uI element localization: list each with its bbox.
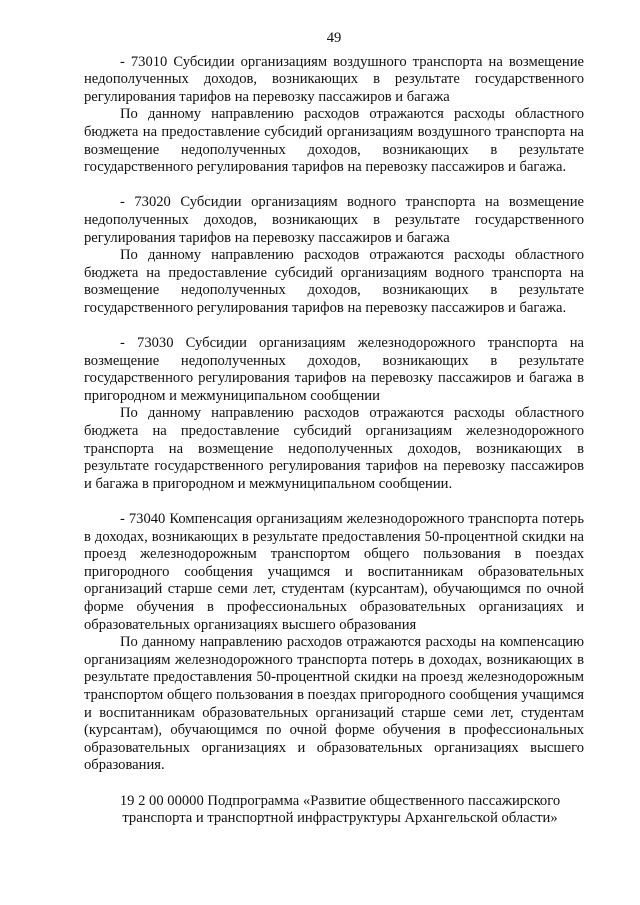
section-body: По данному направлению расходов отражаются расходы на компенсацию организациям железнодорожного транспорта потерь в доходах, возникающих в результате предоставления 50-процентной скидки на проезд железнодорожным транспортом общего пользования в поездах пригородного сообщения учащимся и воспитанникам образовательных организаций старше семи лет, студентам (курсантам), обучающимся по очной форме обучения в профессиональных образовательных организациях и образовательных организациях высшего образования. (84, 634, 584, 774)
section-body: По данному направлению расходов отражаются расходы областного бюджета на предоставление субсидий организациям железнодорожного транспорта на возмещение недополученных доходов, возникающих в результате государственного регулирования тарифов на перевозку пассажиров и багажа в пригородном и межмуниципальном сообщении. (84, 405, 584, 492)
paragraph-gap (84, 775, 584, 793)
section-73040 (84, 511, 584, 775)
section-73010 (84, 54, 584, 177)
section-body: По данному направлению расходов отражаются расходы областного бюджета на предоставление субсидий организациям воздушного транспорта на возмещение недополученных доходов, возникающих в результате государственного регулирования тарифов на перевозку пассажиров и багажа. (84, 106, 584, 176)
section-heading: - 73020 Субсидии организациям водного транспорта на возмещение недополученных доходов, возникающих в результате государственного регулирования тарифов на перевозку пассажиров и багажа (84, 194, 584, 246)
section-heading: - 73010 Субсидии организациям воздушного транспорта на возмещение недополученных доходов, возникающих в результате государственного регулирования тарифов на перевозку пассажиров и багажа (84, 53, 584, 105)
document-page (84, 30, 584, 828)
section-heading: - 73040 Компенсация организациям железнодорожного транспорта потерь в доходах, возникающих в результате предоставления 50-процентной скидки на проезд железнодорожным транспортом общего пользования в поездах пригородного сообщения учащимся и воспитанникам образовательных организаций старше семи лет, студентам (курсантам), обучающимся по очной форме обучения в профессиональных образовательных организациях и образовательных организациях высшего образования (84, 511, 584, 633)
section-heading: - 73030 Субсидии организациям железнодорожного транспорта на возмещение недополученных доходов, возникающих в результате государственного регулирования тарифов на перевозку пассажиров и багажа в пригородном и межмуниципальном сообщении (84, 335, 584, 404)
subprogram-line: 19 2 00 00000 Подпрограмма «Развитие общественного пассажирского (119, 792, 561, 809)
section-73020 (84, 194, 584, 317)
section-body: По данному направлению расходов отражаются расходы областного бюджета на предоставление субсидий организациям водного транспорта на возмещение недополученных доходов, возникающих в результате государственного регулирования тарифов на перевозку пассажиров и багажа. (84, 247, 584, 316)
section-73030 (84, 335, 584, 493)
subprogram-heading (84, 793, 584, 828)
paragraph-gap (84, 177, 584, 195)
page-number: 49 (326, 30, 342, 46)
paragraph-gap (84, 493, 584, 511)
subprogram-line: транспорта и транспортной инфраструктуры Архангельской области» (122, 810, 558, 827)
paragraph-gap (84, 318, 584, 336)
